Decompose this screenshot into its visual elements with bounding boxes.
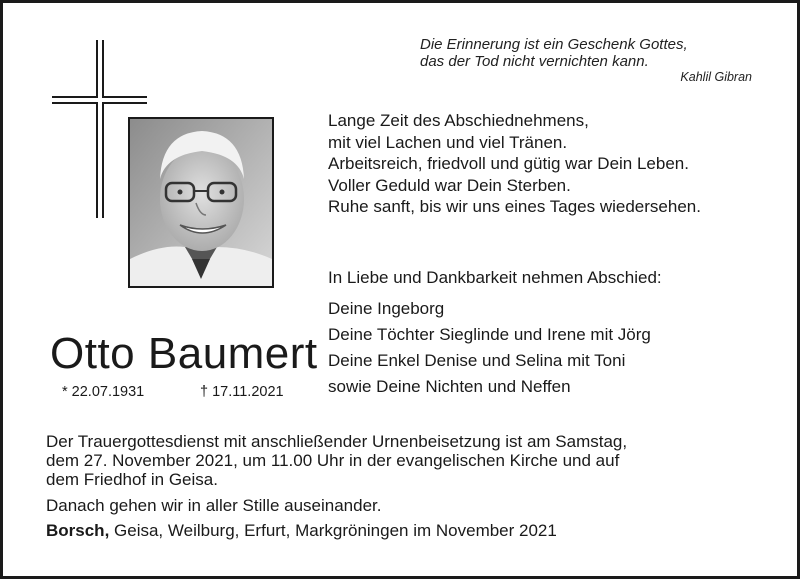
- family-member: Deine Töchter Sieglinde und Irene mit Jörg: [328, 325, 651, 344]
- poem-line: mit viel Lachen und viel Tränen.: [328, 132, 568, 152]
- quote-block: [420, 36, 752, 85]
- service-line: dem 27. November 2021, um 11.00 Uhr in der evangelischen Kirche und auf: [46, 451, 620, 470]
- signature-places: Geisa, Weilburg, Erfurt, Markgröningen im November 2021: [109, 521, 557, 540]
- family-member: Deine Enkel Denise und Selina mit Toni: [328, 351, 626, 370]
- poem-line: Arbeitsreich, friedvoll und gütig war Dein Leben.: [328, 154, 689, 173]
- family-member: sowie Deine Nichten und Neffen: [328, 377, 571, 396]
- portrait-photo: [128, 117, 274, 288]
- cross-icon-center: [98, 96, 102, 104]
- family-member: Deine Ingeborg: [328, 299, 445, 318]
- quote-line: das der Tod nicht vernichten kann.: [420, 53, 649, 70]
- deceased-name: Otto Baumert: [50, 329, 318, 378]
- quote-author: Kahlil Gibran: [680, 70, 752, 84]
- family-list: [328, 296, 651, 400]
- service-line: Der Trauergottesdienst mit anschließender Urnenbeisetzung ist am Samstag,: [46, 432, 628, 451]
- poem-line: Ruhe sanft, bis wir uns eines Tages wiedersehen.: [328, 197, 701, 216]
- signature-family: Borsch,: [46, 521, 110, 540]
- portrait-image: [130, 119, 272, 286]
- poem-line: Lange Zeit des Abschiednehmens,: [328, 111, 589, 130]
- signature: [46, 521, 557, 541]
- death-date: † 17.11.2021: [200, 384, 284, 400]
- farewell-note: Danach gehen wir in aller Stille auseinander.: [46, 496, 382, 515]
- birth-date: * 22.07.1931: [62, 384, 145, 400]
- poem-line: Voller Geduld war Dein Sterben.: [328, 175, 571, 195]
- service-info: [46, 432, 766, 489]
- quote-line: Die Erinnerung ist ein Geschenk Gottes,: [420, 36, 688, 53]
- family-intro: In Liebe und Dankbarkeit nehmen Abschied:: [328, 268, 662, 287]
- poem: [328, 110, 768, 218]
- cross-icon: [96, 40, 104, 218]
- service-line: dem Friedhof in Geisa.: [46, 470, 218, 489]
